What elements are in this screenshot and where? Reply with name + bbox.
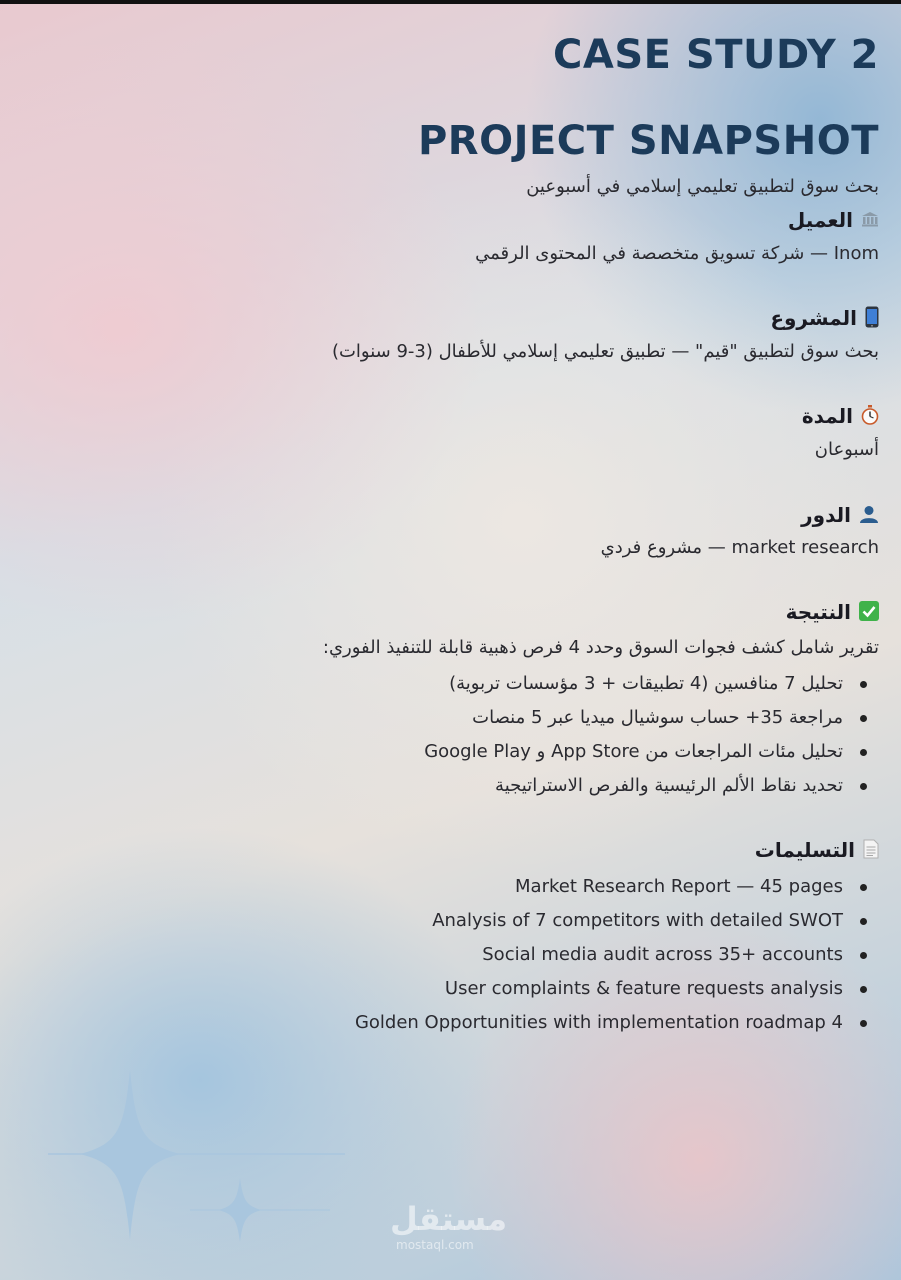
- subtitle: بحث سوق لتطبيق تعليمي إسلامي في أسبوعين: [526, 176, 879, 197]
- result-intro: تقرير شامل كشف فجوات السوق وحدد 4 فرص ذهبية قابلة للتنفيذ الفوري:: [322, 637, 879, 658]
- list-item: تحديد نقاط الألم الرئيسية والفرص الاستراتيجية: [424, 769, 871, 803]
- sparkle-stars-decoration: [40, 1060, 360, 1260]
- stopwatch-icon: [861, 405, 879, 430]
- case-study-title: CASE STUDY 2: [553, 32, 879, 78]
- list-item: تحليل مئات المراجعات من App Store و Google Play: [424, 735, 871, 769]
- deliverables-list: [355, 870, 871, 1040]
- user-icon: [859, 505, 879, 528]
- result-heading: النتيجة: [786, 600, 879, 626]
- top-border-line: [0, 0, 901, 4]
- bank-icon: [861, 211, 879, 232]
- list-item: Analysis of 7 competitors with detailed SWOT: [355, 904, 871, 938]
- check-icon: [859, 601, 879, 626]
- list-item: مراجعة 35+ حساب سوشيال ميديا عبر 5 منصات: [424, 701, 871, 735]
- watermark-logo: مستقل: [390, 1200, 508, 1238]
- project-snapshot-title: PROJECT SNAPSHOT: [417, 118, 879, 164]
- duration-body: أسبوعان: [814, 439, 879, 460]
- mobile-phone-icon: [865, 306, 879, 333]
- list-item: 4 Golden Opportunities with implementation roadmap: [355, 1006, 871, 1040]
- client-heading: العميل: [788, 208, 879, 232]
- client-body: Inom — شركة تسويق متخصصة في المحتوى الرقمي: [475, 243, 879, 264]
- deliverables-heading: التسليمات: [755, 838, 879, 864]
- duration-heading: المدة: [802, 404, 879, 430]
- watermark-url: mostaql.com: [396, 1238, 474, 1252]
- project-body: بحث سوق لتطبيق "قيم" — تطبيق تعليمي إسلامي للأطفال (3-9 سنوات): [331, 341, 879, 362]
- list-item: تحليل 7 منافسين (4 تطبيقات + 3 مؤسسات تربوية): [424, 667, 871, 701]
- list-item: Market Research Report — 45 pages: [355, 870, 871, 904]
- role-heading: الدور: [801, 503, 879, 528]
- role-body: market research — مشروع فردي: [600, 537, 879, 558]
- list-item: Social media audit across 35+ accounts: [355, 938, 871, 972]
- project-heading: المشروع: [770, 306, 879, 333]
- document-icon: [863, 839, 879, 864]
- result-list: [424, 667, 871, 803]
- list-item: User complaints & feature requests analysis: [355, 972, 871, 1006]
